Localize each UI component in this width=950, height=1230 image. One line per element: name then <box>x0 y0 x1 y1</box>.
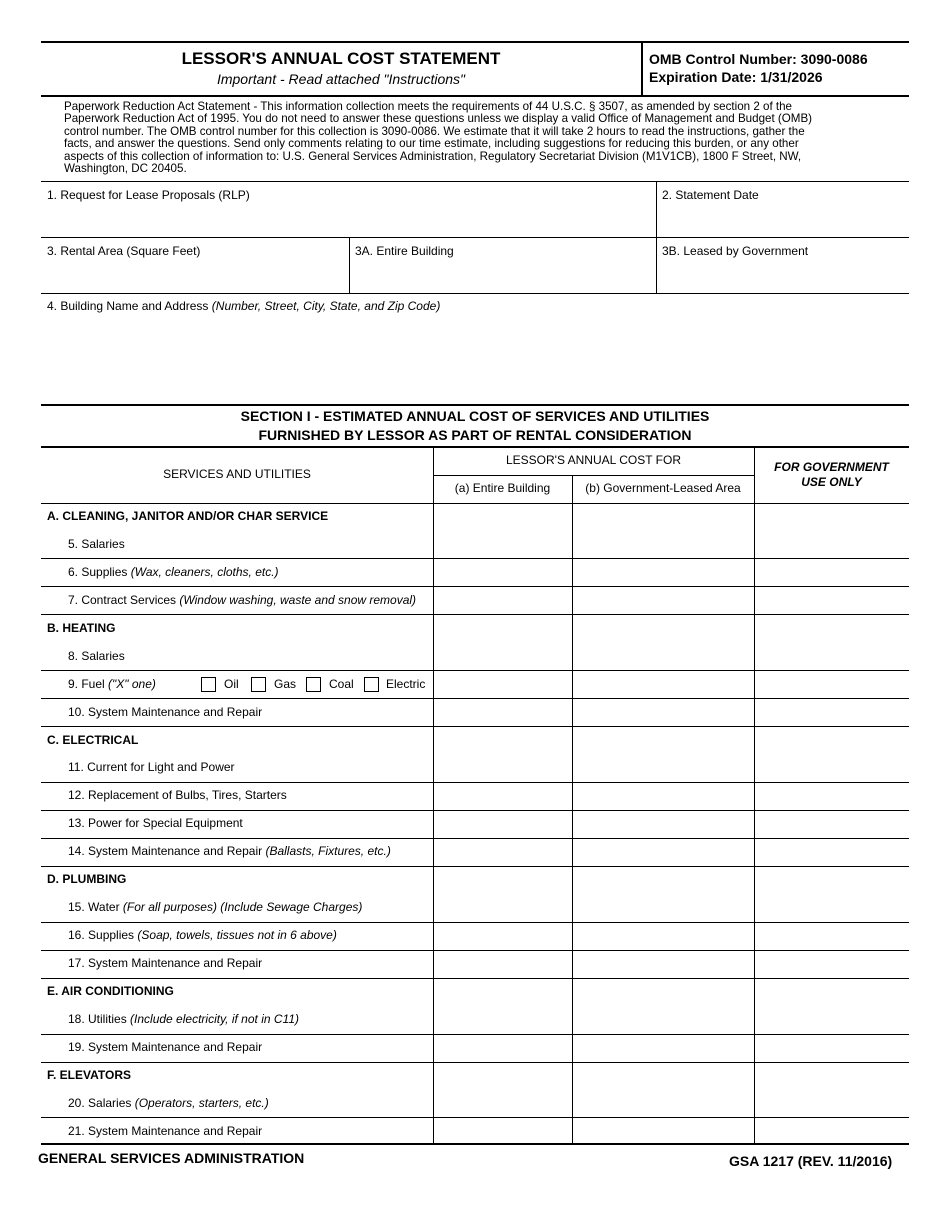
fuel-option-electric-label: Electric <box>386 677 426 691</box>
footer-agency: GENERAL SERVICES ADMINISTRATION <box>38 1150 305 1166</box>
line-item-label: 12. Replacement of Bulbs, Tires, Starters <box>68 788 287 802</box>
fuel-option-coal-label: Coal <box>329 677 354 691</box>
group-heading-plumbing: D. PLUMBING <box>47 872 127 886</box>
section-1-title-line1: SECTION I - ESTIMATED ANNUAL COST OF SERVICES AND UTILITIES <box>240 408 710 424</box>
government-use-input[interactable] <box>756 1118 912 1146</box>
government-use-input[interactable] <box>756 1007 912 1035</box>
entire-building-cost-input[interactable] <box>435 699 575 727</box>
entire-building-cost-input[interactable] <box>435 587 575 615</box>
line-item-label: 20. Salaries <box>68 1096 132 1110</box>
line-item-8 <box>68 649 125 663</box>
government-leased-cost-input[interactable] <box>574 895 757 923</box>
government-leased-cost-input[interactable] <box>574 839 757 867</box>
paperwork-line: Washington, DC 20405. <box>64 162 187 175</box>
entire-building-input[interactable] <box>355 264 654 290</box>
government-use-input[interactable] <box>756 699 912 727</box>
paperwork-line: control number. The OMB control number for this collection is 3090-0086. We estimate that it will take 2 hours to read the instructions, gather the <box>64 124 805 138</box>
entire-building-cost-input[interactable] <box>435 811 575 839</box>
government-leased-cost-input[interactable] <box>574 699 757 727</box>
group-heading-cleaning: A. CLEANING, JANITOR AND/OR CHAR SERVICE <box>47 509 329 523</box>
column-header-government-leased: (b) Government-Leased Area <box>585 481 741 495</box>
line-item-note: (Operators, starters, etc.) <box>134 1096 269 1110</box>
paperwork-line: facts, and answer the questions. Send only comments relating to our time estimate, including suggestions for reducing this burden, or any other <box>64 137 799 151</box>
entire-building-cost-input[interactable] <box>435 671 575 699</box>
request-for-lease-proposals-input[interactable] <box>47 208 651 234</box>
column-header-entire-building: (a) Entire Building <box>454 481 551 495</box>
line-item-13 <box>68 816 243 830</box>
building-name-address-input[interactable] <box>47 318 906 402</box>
expiration-date: Expiration Date: 1/31/2026 <box>649 69 823 85</box>
fuel-oil-checkbox[interactable] <box>201 677 216 692</box>
line-item-16 <box>68 928 337 942</box>
paperwork-line: Paperwork Reduction Act of 1995. You do not need to answer these questions unless we display a valid Office of Management and Budget (OMB) <box>64 112 813 126</box>
government-use-input[interactable] <box>756 923 912 951</box>
field-3a-label: 3A. Entire Building <box>355 244 454 258</box>
line-item-note: (Soap, towels, tissues not in 6 above) <box>137 928 337 942</box>
group-heading-heating: B. HEATING <box>47 621 116 635</box>
field-2-label: 2. Statement Date <box>662 188 759 202</box>
entire-building-cost-input[interactable] <box>435 1090 575 1118</box>
government-use-input[interactable] <box>756 531 912 559</box>
line-item-21 <box>68 1124 262 1138</box>
government-leased-cost-input[interactable] <box>574 1007 757 1035</box>
government-use-input[interactable] <box>756 587 912 615</box>
government-leased-cost-input[interactable] <box>574 811 757 839</box>
line-item-15 <box>68 900 362 914</box>
line-item-label: 9. Fuel <box>68 677 105 691</box>
entire-building-cost-input[interactable] <box>435 1118 575 1146</box>
line-item-label: 15. Water <box>68 900 120 914</box>
entire-building-cost-input[interactable] <box>435 839 575 867</box>
field-3-label: 3. Rental Area (Square Feet) <box>47 244 201 258</box>
line-item-label: 21. System Maintenance and Repair <box>68 1124 263 1138</box>
government-leased-cost-input[interactable] <box>574 643 757 671</box>
line-item-note: (Ballasts, Fixtures, etc.) <box>265 844 391 858</box>
government-leased-cost-input[interactable] <box>574 1118 757 1146</box>
line-item-7 <box>68 593 416 607</box>
government-use-input[interactable] <box>756 811 912 839</box>
line-item-10 <box>68 705 262 719</box>
fuel-coal-checkbox[interactable] <box>306 677 321 692</box>
government-use-input[interactable] <box>756 783 912 811</box>
government-use-input[interactable] <box>756 951 912 979</box>
government-use-input[interactable] <box>756 559 912 587</box>
field-4-label <box>47 299 440 313</box>
line-item-note: ("X" one) <box>108 677 156 691</box>
government-leased-cost-input[interactable] <box>574 587 757 615</box>
line-item-note: (Include electricity, if not in C11) <box>130 1012 299 1026</box>
line-item-label: 19. System Maintenance and Repair <box>68 1040 263 1054</box>
fuel-electric-checkbox[interactable] <box>364 677 379 692</box>
column-header-lessor-cost: LESSOR'S ANNUAL COST FOR <box>505 453 681 467</box>
line-item-5 <box>68 537 125 551</box>
line-item-6 <box>68 565 279 579</box>
entire-building-cost-input[interactable] <box>435 643 575 671</box>
government-use-input[interactable] <box>756 643 912 671</box>
fuel-option-gas-label: Gas <box>274 677 297 691</box>
government-use-input[interactable] <box>756 1090 912 1118</box>
line-item-label: 7. Contract Services <box>68 593 177 607</box>
entire-building-cost-input[interactable] <box>435 1007 575 1035</box>
field-4-label-text: 4. Building Name and Address <box>47 299 209 313</box>
line-item-label: 5. Salaries <box>68 537 125 551</box>
government-leased-cost-input[interactable] <box>574 923 757 951</box>
government-use-input[interactable] <box>756 671 912 699</box>
line-item-17 <box>68 956 262 970</box>
government-leased-cost-input[interactable] <box>574 1035 757 1063</box>
group-heading-air-conditioning: E. AIR CONDITIONING <box>47 984 174 998</box>
line-item-label: 11. Current for Light and Power <box>68 760 235 774</box>
entire-building-cost-input[interactable] <box>435 895 575 923</box>
line-item-label: 18. Utilities <box>68 1012 127 1026</box>
line-item-label: 13. Power for Special Equipment <box>68 816 243 830</box>
government-leased-cost-input[interactable] <box>574 671 757 699</box>
column-header-gov-use-line2: USE ONLY <box>801 475 862 489</box>
rental-area-input[interactable] <box>47 264 346 290</box>
line-item-label: 10. System Maintenance and Repair <box>68 705 263 719</box>
government-use-input[interactable] <box>756 839 912 867</box>
column-header-gov-use-line1: FOR GOVERNMENT <box>774 460 889 474</box>
field-3b-label: 3B. Leased by Government <box>662 244 809 258</box>
government-leased-cost-input[interactable] <box>574 531 757 559</box>
line-item-label: 16. Supplies <box>68 928 135 942</box>
group-heading-elevators: F. ELEVATORS <box>47 1068 132 1082</box>
line-item-label: 8. Salaries <box>68 649 125 663</box>
paperwork-line: aspects of this collection of information to: U.S. General Services Administration, Regulatory Secretariat Division (M1V1CB), 1800 F Street, NW, <box>64 149 802 163</box>
statement-date-input[interactable] <box>662 208 906 234</box>
line-item-19 <box>68 1040 262 1054</box>
line-item-9 <box>68 677 156 691</box>
line-item-18 <box>68 1012 299 1026</box>
group-heading-electrical: C. ELECTRICAL <box>47 733 139 747</box>
entire-building-cost-input[interactable] <box>435 559 575 587</box>
line-item-label: 14. System Maintenance and Repair <box>68 844 263 858</box>
form-title: LESSOR'S ANNUAL COST STATEMENT <box>181 49 501 68</box>
line-item-11 <box>68 760 235 774</box>
leased-by-government-input[interactable] <box>662 264 906 290</box>
entire-building-cost-input[interactable] <box>435 531 575 559</box>
entire-building-cost-input[interactable] <box>435 923 575 951</box>
government-leased-cost-input[interactable] <box>574 1090 757 1118</box>
line-item-note: (Window washing, waste and snow removal) <box>179 593 417 607</box>
entire-building-cost-input[interactable] <box>435 1035 575 1063</box>
government-leased-cost-input[interactable] <box>574 755 757 783</box>
fuel-option-oil-label: Oil <box>224 677 239 691</box>
government-leased-cost-input[interactable] <box>574 783 757 811</box>
omb-control-number: OMB Control Number: 3090-0086 <box>649 51 868 67</box>
line-item-12 <box>68 788 287 802</box>
form-header <box>41 41 909 97</box>
line-item-note: (For all purposes) (Include Sewage Charges) <box>122 900 363 914</box>
column-header-services: SERVICES AND UTILITIES <box>163 467 311 481</box>
footer-form-number: GSA 1217 (REV. 11/2016) <box>729 1153 893 1169</box>
form-subtitle: Important - Read attached "Instructions" <box>216 71 466 87</box>
section-1-title-line2: FURNISHED BY LESSOR AS PART OF RENTAL CONSIDERATION <box>258 427 692 443</box>
line-item-20 <box>68 1096 269 1110</box>
line-item-14 <box>68 844 391 858</box>
line-item-label: 17. System Maintenance and Repair <box>68 956 263 970</box>
paperwork-line: Paperwork Reduction Act Statement - This information collection meets the requirements of 44 U.S.C. § 3507, as amended by section 2 of the <box>64 100 792 113</box>
government-use-input[interactable] <box>756 1035 912 1063</box>
field-1-label: 1. Request for Lease Proposals (RLP) <box>47 188 250 202</box>
fuel-gas-checkbox[interactable] <box>251 677 266 692</box>
government-use-input[interactable] <box>756 895 912 923</box>
government-leased-cost-input[interactable] <box>574 951 757 979</box>
government-leased-cost-input[interactable] <box>574 559 757 587</box>
field-4-note: (Number, Street, City, State, and Zip Code) <box>211 299 441 313</box>
line-item-note: (Wax, cleaners, cloths, etc.) <box>130 565 279 579</box>
line-item-label: 6. Supplies <box>68 565 128 579</box>
government-use-input[interactable] <box>756 755 912 783</box>
entire-building-cost-input[interactable] <box>435 783 575 811</box>
entire-building-cost-input[interactable] <box>435 951 575 979</box>
entire-building-cost-input[interactable] <box>435 755 575 783</box>
